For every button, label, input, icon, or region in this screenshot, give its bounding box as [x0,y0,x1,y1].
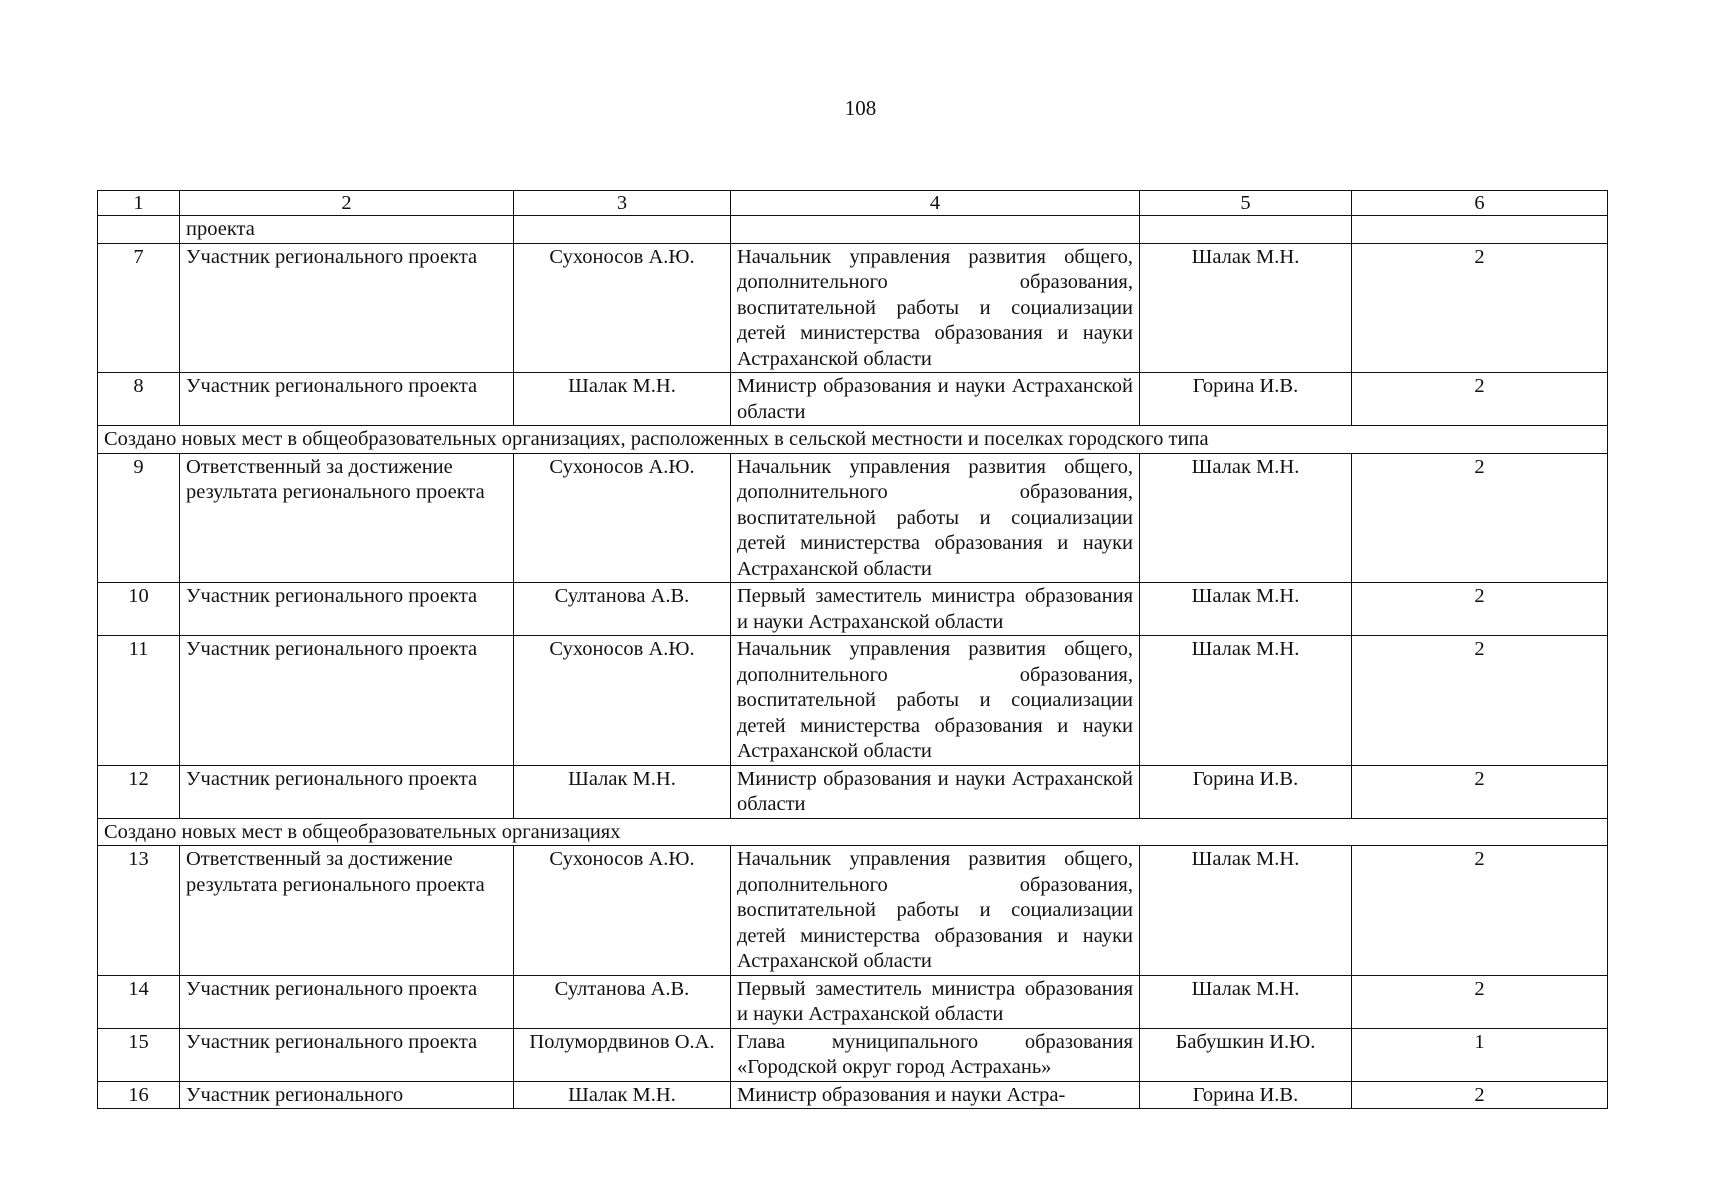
responsible-person: Сухоносов А.Ю. [514,636,731,766]
position-title: Начальник управления развития общего, дополнительного образования, воспитательной работы и социализации детей министерства образования и науки Астраханской области [731,243,1140,373]
position-title: Начальник управления развития общего, дополнительного образования, воспитательной работы и социализации детей министерства образования и науки Астраханской области [731,846,1140,976]
row-number: 8 [98,373,180,426]
participant-role: Участник регионального проекта [180,583,514,636]
table-row [98,765,1608,818]
row-number: 13 [98,846,180,976]
responsible-person: Шалак М.Н. [514,373,731,426]
row-number: 9 [98,453,180,583]
participant-role: Участник регионального проекта [180,765,514,818]
row-number: 10 [98,583,180,636]
workload-share: 2 [1352,1081,1608,1109]
position-title: Начальник управления развития общего, дополнительного образования, воспитательной работы и социализации детей министерства образования и науки Астраханской области [731,453,1140,583]
column-number: 3 [514,191,731,216]
row-number: 12 [98,765,180,818]
column-numbers-row [98,191,1608,216]
column-number: 4 [731,191,1140,216]
responsibility-table [97,190,1608,1109]
supervisor: Шалак М.Н. [1140,453,1352,583]
section-heading: Создано новых мест в общеобразовательных организациях, расположенных в сельской местности и поселках городского типа [98,426,1608,454]
column-number: 2 [180,191,514,216]
position-title: Глава муниципального образования «Городской округ город Астрахань» [731,1028,1140,1081]
table-row [98,1081,1608,1109]
participant-role: Участник регионального проекта [180,373,514,426]
participant-role: Участник регионального проекта [180,243,514,373]
participant-role: проекта [180,216,514,244]
row-number: 14 [98,975,180,1028]
participant-role: Участник регионального проекта [180,975,514,1028]
section-heading-row [98,426,1608,454]
workload-share: 2 [1352,373,1608,426]
row-number: 7 [98,243,180,373]
participant-role: Участник регионального проекта [180,1028,514,1081]
position-title [731,216,1140,244]
workload-share: 2 [1352,765,1608,818]
table-row [98,373,1608,426]
responsible-person: Султанова А.В. [514,975,731,1028]
responsible-person: Сухоносов А.Ю. [514,243,731,373]
responsible-person: Султанова А.В. [514,583,731,636]
responsible-person: Шалак М.Н. [514,765,731,818]
table-row [98,243,1608,373]
supervisor: Шалак М.Н. [1140,243,1352,373]
table-row [98,453,1608,583]
supervisor: Бабушкин И.Ю. [1140,1028,1352,1081]
workload-share: 2 [1352,243,1608,373]
workload-share: 2 [1352,846,1608,976]
position-title: Министр образования и науки Астраханской области [731,373,1140,426]
supervisor: Горина И.В. [1140,1081,1352,1109]
workload-share: 2 [1352,636,1608,766]
workload-share: 2 [1352,583,1608,636]
position-title: Первый заместитель министра образования и науки Астраханской области [731,583,1140,636]
row-number: 16 [98,1081,180,1109]
supervisor: Горина И.В. [1140,765,1352,818]
section-heading-row [98,818,1608,846]
position-title: Первый заместитель министра образования и науки Астраханской области [731,975,1140,1028]
supervisor: Горина И.В. [1140,373,1352,426]
workload-share: 2 [1352,975,1608,1028]
workload-share [1352,216,1608,244]
supervisor: Шалак М.Н. [1140,636,1352,766]
row-number [98,216,180,244]
workload-share: 1 [1352,1028,1608,1081]
supervisor: Шалак М.Н. [1140,975,1352,1028]
supervisor [1140,216,1352,244]
responsible-person [514,216,731,244]
page-number: 108 [844,96,877,120]
responsible-person: Сухоносов А.Ю. [514,453,731,583]
responsible-person: Сухоносов А.Ю. [514,846,731,976]
supervisor: Шалак М.Н. [1140,583,1352,636]
table-row [98,1028,1608,1081]
participant-role: Ответственный за достижение результата регионального проекта [180,453,514,583]
position-title: Начальник управления развития общего, дополнительного образования, воспитательной работы и социализации детей министерства образования и науки Астраханской области [731,636,1140,766]
supervisor: Шалак М.Н. [1140,846,1352,976]
position-title: Министр образования и науки Астраханской области [731,765,1140,818]
participant-role: Участник регионального [180,1081,514,1109]
responsible-person: Шалак М.Н. [514,1081,731,1109]
position-title: Министр образования и науки Астра- [731,1081,1140,1109]
table-row [98,636,1608,766]
table-row [98,846,1608,976]
table-row [98,583,1608,636]
workload-share: 2 [1352,453,1608,583]
participant-role: Ответственный за достижение результата регионального проекта [180,846,514,976]
row-number: 15 [98,1028,180,1081]
column-number: 6 [1352,191,1608,216]
column-number: 1 [98,191,180,216]
section-heading: Создано новых мест в общеобразовательных организациях [98,818,1608,846]
participant-role: Участник регионального проекта [180,636,514,766]
table-row [98,216,1608,244]
row-number: 11 [98,636,180,766]
column-number: 5 [1140,191,1352,216]
responsible-person: Полумордвинов О.А. [514,1028,731,1081]
table-row [98,975,1608,1028]
